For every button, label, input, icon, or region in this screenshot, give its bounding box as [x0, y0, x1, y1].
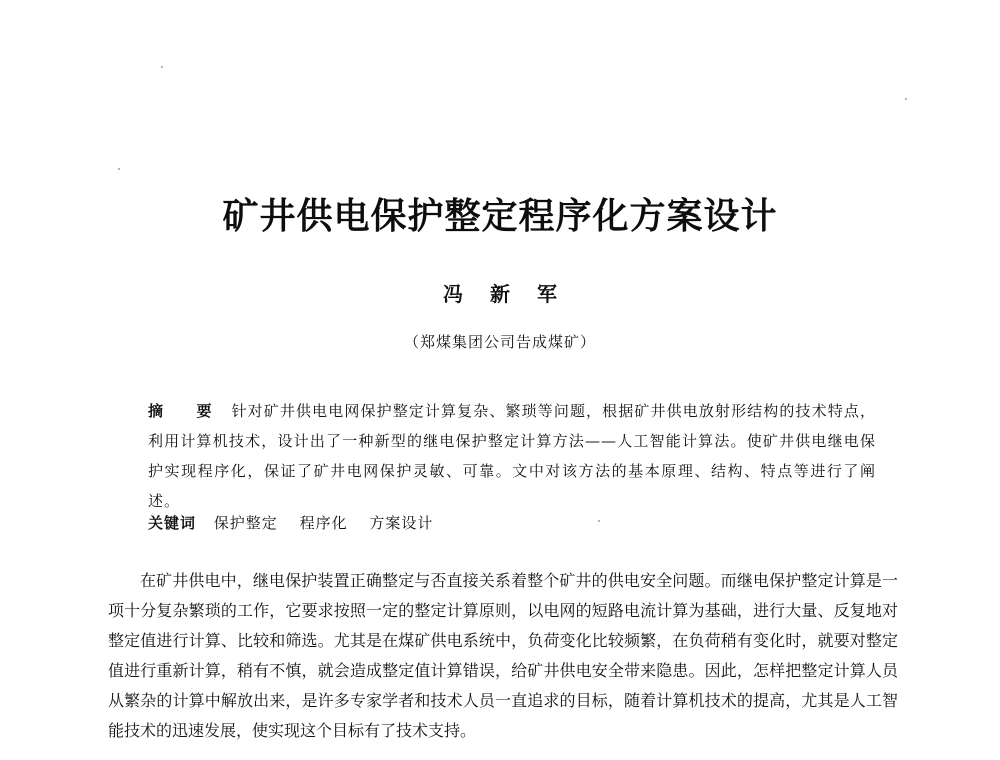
keywords-label: 关键词	[148, 514, 197, 532]
body-paragraph: 在矿井供电中，继电保护装置正确整定与否直接关系着整个矿井的供电安全问题。而继电保护整定计算是一项十分复杂繁琐的工作，它要求按照一定的整定计算原则，以电网的短路电流计算为基础，进行大量、反复地对整定值进行计算、比较和筛选。尤其是在煤矿供电系统中，负荷变化比较频繁，在负荷稍有变化时，就要对整定值进行重新计算，稍有不慎，就会造成整定值计算错误，给矿井供电安全带来隐患。因此，怎样把整定计算人员从繁杂的计算中解放出来，是许多专家学者和技术人员一直追求的目标，随着计算机技术的提高，尤其是人工智能技术的迅速发展，使实现这个目标有了技术支持。	[108, 571, 898, 740]
author-affiliation: （郑煤集团公司告成煤矿）	[403, 333, 596, 351]
keyword-item: 方案设计	[369, 514, 434, 532]
keywords-block	[148, 510, 876, 536]
abstract-block	[148, 396, 876, 516]
keyword-item: 保护整定	[213, 514, 278, 532]
paper-title: 矿井供电保护整定程序化方案设计	[222, 195, 778, 237]
abstract-text: 针对矿井供电电网保护整定计算复杂、繁琐等问题，根据矿井供电放射形结构的技术特点，利用计算机技术，设计出了一种新型的继电保护整定计算方法——人工智能计算法。使矿井供电继电保护实现程序化，保证了矿井电网保护灵敏、可靠。文中对该方法的基本原理、结构、特点等进行了阐述。	[148, 402, 876, 510]
scan-speck	[161, 66, 163, 68]
scan-speck	[118, 168, 120, 170]
abstract-label: 摘 要	[148, 402, 226, 420]
scan-speck	[905, 98, 907, 100]
scan-speck	[598, 520, 600, 522]
keyword-item: 程序化	[299, 514, 348, 532]
author-name: 冯 新 军	[443, 282, 567, 306]
